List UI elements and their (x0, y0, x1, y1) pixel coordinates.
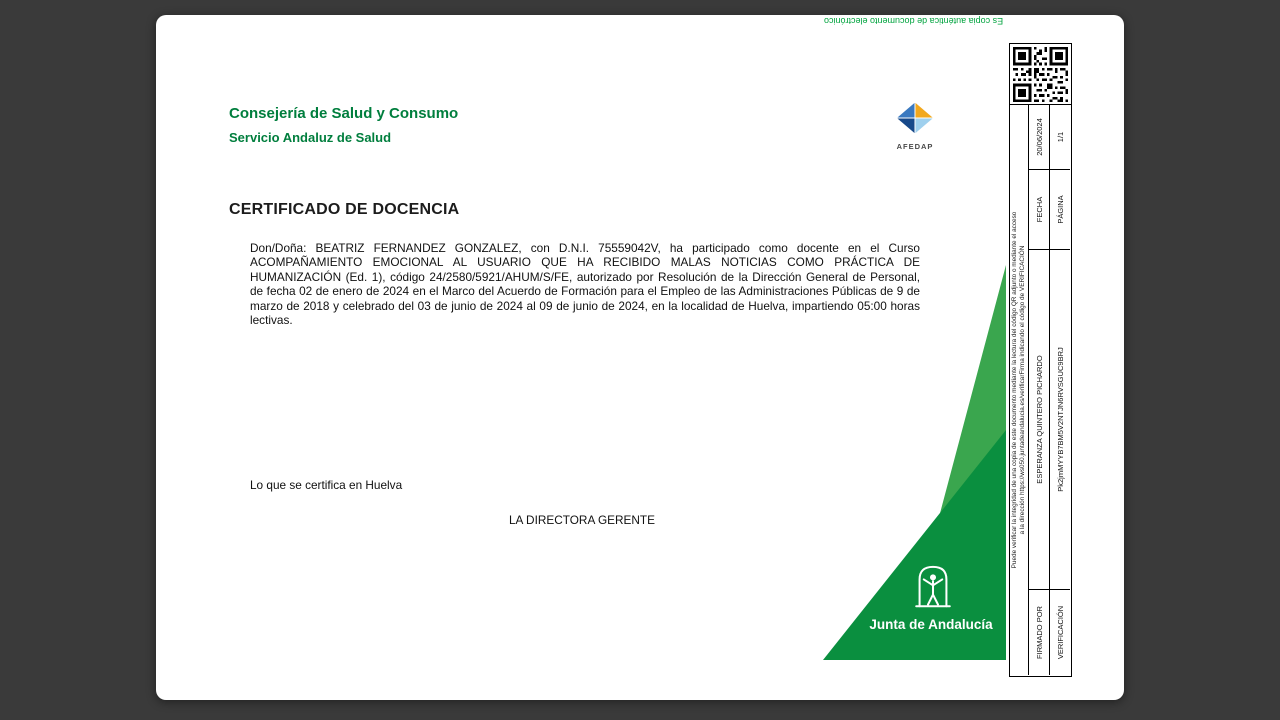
afedap-label: AFEDAP (896, 142, 934, 151)
firmado-por-label: FIRMADO POR (1034, 606, 1044, 659)
certificate-body: Don/Doña: BEATRIZ FERNANDEZ GONZALEZ, con D.N.I. 75559042V, ha participado como docente en el Curso ACOMPAÑAMIENTO EMOCIONAL AL USUARIO QUE HA RECIBIDO MALAS NOTICIAS COMO PRÁCTICA DE HUMANIZACIÓN (Ed. 1), código 24/2580/5921/AHUM/S/FE, autorizado por Resolución de la Dirección General de Personal, de fecha 02 de enero de 2024 en el Marco del Acuerdo de Formación para el Empleo de las Administraciones Públicas de 9 de marzo de 2018 y celebrado del 03 de junio de 2024 al 09 de junio de 2024, en la localidad de Huelva, impartiendo 05:00 horas lectivas. (250, 241, 920, 328)
verificacion-value: Pk2jmMYYB7BM5V2NTJN6RVSGUC9BRJ (1050, 250, 1070, 590)
fecha-value: 20/06/2024 (1029, 105, 1049, 170)
verificacion-label: VERIFICACIÓN (1055, 605, 1065, 660)
sidebar-row-verification-page (1049, 105, 1070, 675)
junta-emblem-icon (912, 561, 954, 613)
document-page (156, 15, 1124, 700)
signer-role: LA DIRECTORA GERENTE (509, 513, 655, 527)
firmado-por-value: ESPERANZA QUINTERO PICHARDO (1029, 250, 1049, 590)
sidebar-row-signer-date (1028, 105, 1049, 675)
certify-line: Lo que se certifica en Huelva (250, 478, 403, 492)
verification-note-line2: a la dirección https://ws050.juntadeandalucia.es/verificarFirma indicando el código de VERIFICACIÓN (1019, 245, 1026, 535)
afedap-diamond-icon (894, 101, 936, 135)
authentic-copy-notice: Es copia auténtica de documento electrónico (823, 16, 1003, 26)
junta-brand-text: Junta de Andalucía (869, 617, 993, 632)
verification-sidebar (1009, 43, 1072, 677)
afedap-logo (892, 101, 938, 151)
pagina-value: 1/1 (1050, 105, 1070, 170)
pagina-label: PÁGINA (1050, 170, 1070, 250)
verification-note (1010, 105, 1028, 675)
qr-code-icon (1010, 44, 1071, 105)
sidebar-verification-table (1010, 105, 1070, 675)
certificate-title: CERTIFICADO DE DOCENCIA (229, 201, 460, 218)
header-org (229, 105, 458, 145)
fecha-label: FECHA (1029, 170, 1049, 250)
consejeria-title: Consejería de Salud y Consumo (229, 105, 459, 122)
verification-note-line1: Puede verificar la integridad de una copia de este documento mediante la lectura del código QR adjunto o mediante el acceso (1011, 211, 1019, 569)
servicio-subtitle: Servicio Andaluz de Salud (229, 130, 392, 145)
